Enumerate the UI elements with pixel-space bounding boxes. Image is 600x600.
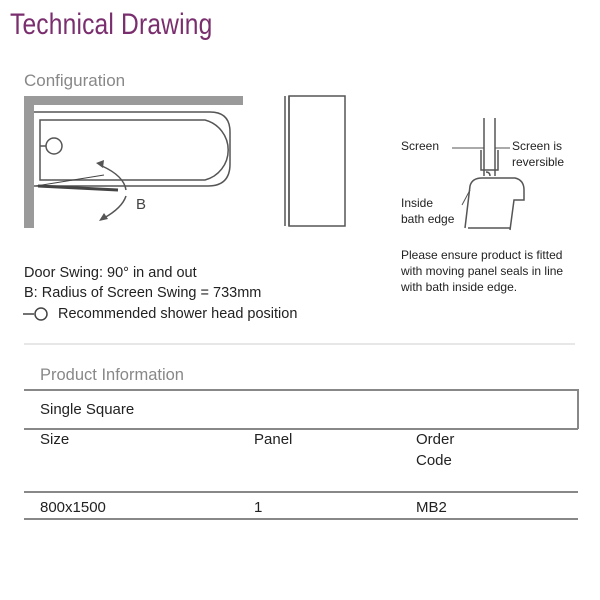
swing-marker-label: B xyxy=(136,196,147,213)
table-header-divider xyxy=(24,428,578,430)
configuration-heading: Configuration xyxy=(24,71,126,90)
cell-size: 800x1500 xyxy=(40,499,106,516)
shower-head-text: Recommended shower head position xyxy=(58,306,298,322)
detail-note-line3: with bath inside edge. xyxy=(401,280,518,294)
table-top-border xyxy=(24,389,578,391)
table-right-border xyxy=(577,389,579,429)
cell-panel: 1 xyxy=(254,499,263,516)
wall-outline xyxy=(24,96,243,228)
door-swing-text: Door Swing: 90° in and out xyxy=(24,265,197,281)
detail-reversible-line2: reversible xyxy=(512,155,565,169)
header-panel: Panel xyxy=(254,431,293,448)
detail-note-line2: with moving panel seals in line xyxy=(401,264,564,278)
cell-order-code: MB2 xyxy=(416,499,447,516)
shower-head-icon xyxy=(23,308,47,320)
product-variant: Single Square xyxy=(40,401,135,418)
table-row-divider-top xyxy=(24,491,578,493)
elevation-view xyxy=(285,96,345,226)
header-order-line2: Code xyxy=(416,452,452,469)
product-info-heading: Product Information xyxy=(40,366,184,384)
page-title: Technical Drawing xyxy=(10,8,213,41)
detail-inside-line2: bath edge xyxy=(401,212,455,226)
detail-note-line1: Please ensure product is fitted xyxy=(401,248,563,262)
detail-reversible-line1: Screen is xyxy=(512,139,563,153)
swing-radius-text: B: Radius of Screen Swing = 733mm xyxy=(24,285,262,301)
detail-screen-label: Screen xyxy=(401,139,440,153)
drain-icon xyxy=(40,138,62,154)
header-order-line1: Order xyxy=(416,431,455,448)
table-bottom-border xyxy=(24,518,578,520)
seal-detail xyxy=(465,118,524,230)
bath-plan xyxy=(34,112,230,186)
header-size: Size xyxy=(40,431,70,448)
detail-inside-line1: Inside xyxy=(401,196,434,210)
